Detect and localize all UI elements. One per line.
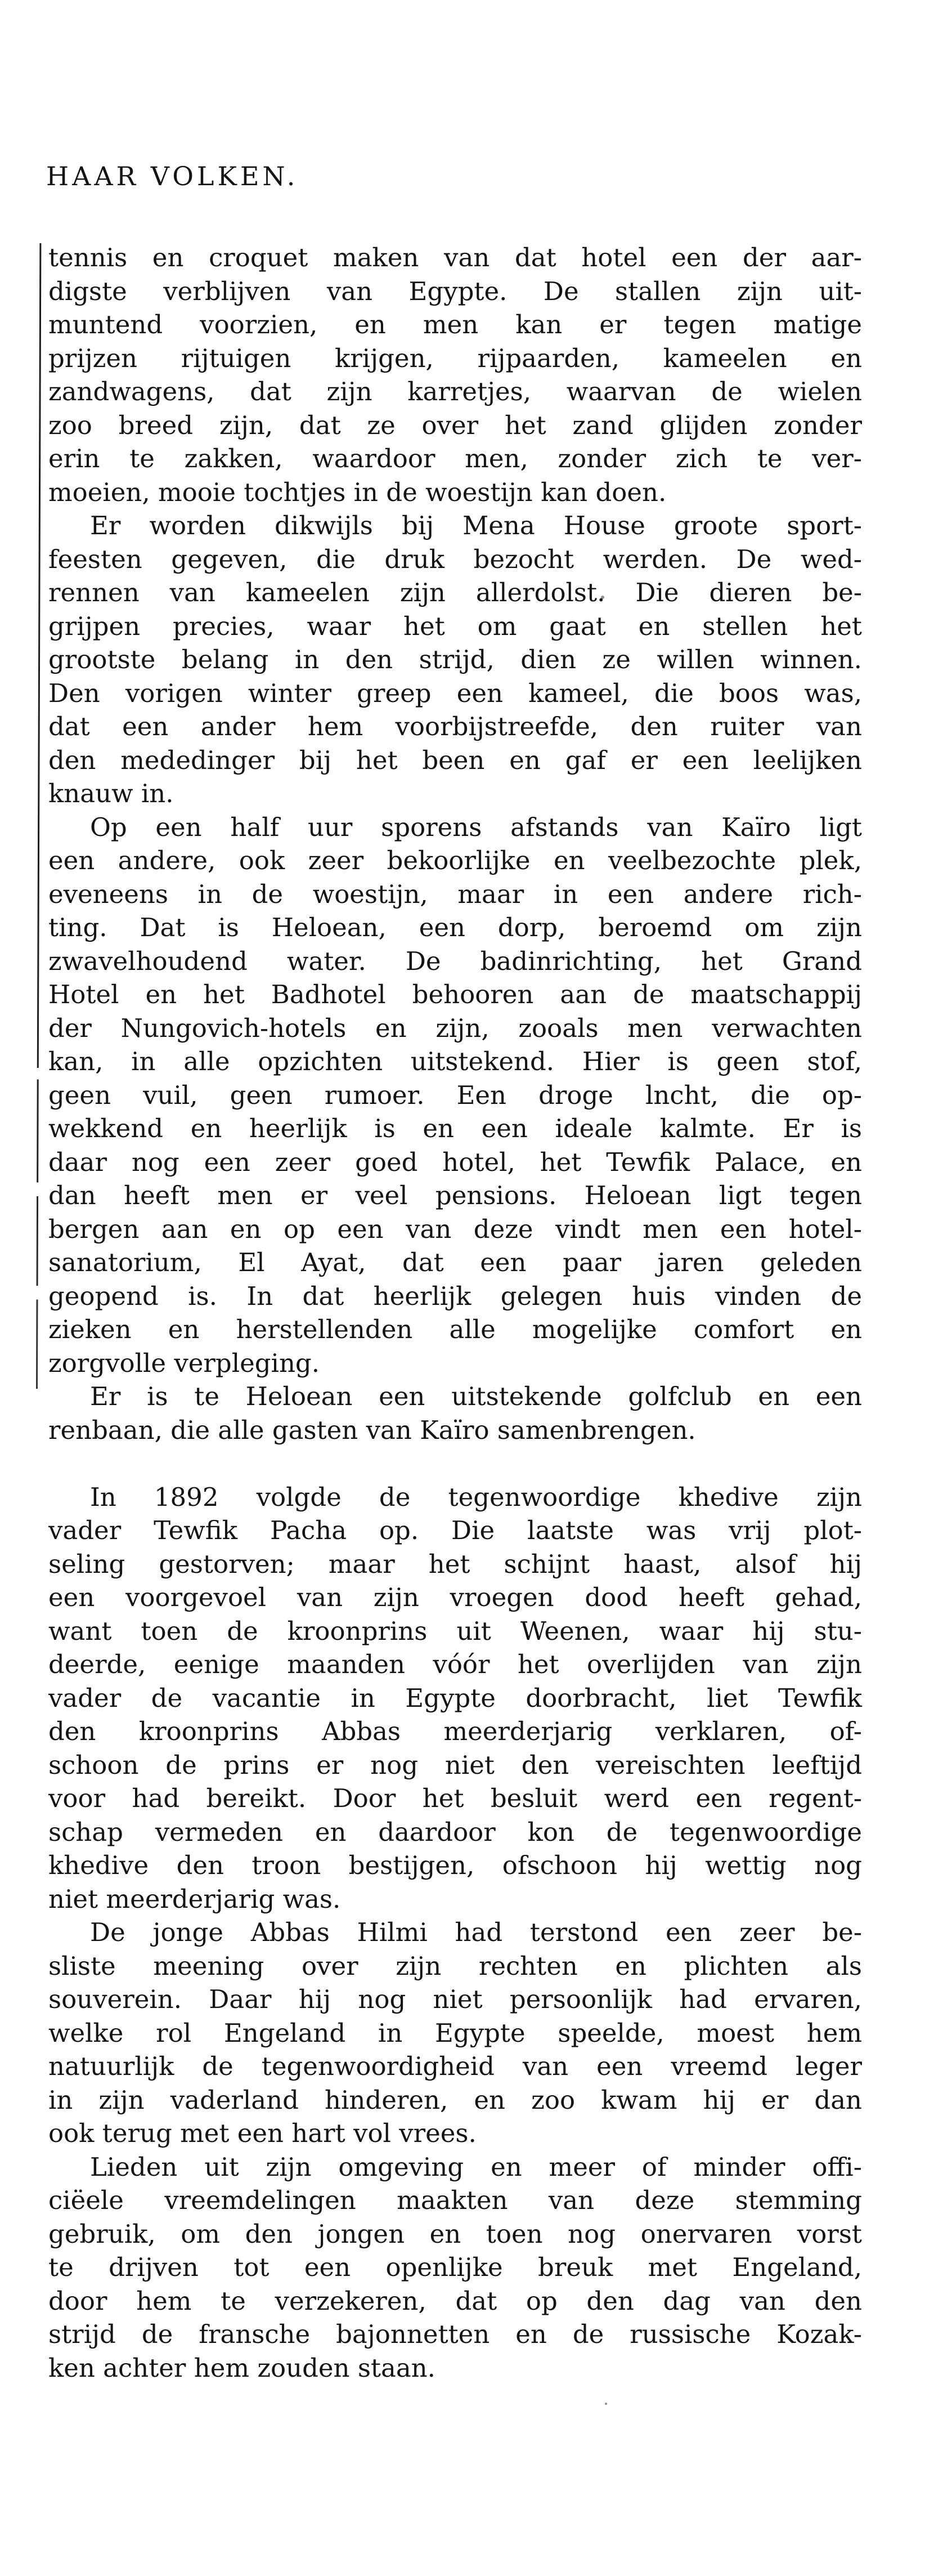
text-line: souverein. Daar hij nog niet persoonlijk had ervaren, (48, 1984, 862, 2014)
text-line: daar nog een zeer goed hotel, het Tewfik Palace, en (48, 1147, 862, 1177)
text-line: De jonge Abbas Hilmi had terstond een zeer be- (90, 1917, 862, 1947)
text-line: te drijven tot een openlijke breuk met Engeland, (48, 2252, 862, 2282)
text-line: sliste meening over zijn rechten en plichten als (48, 1951, 862, 1981)
text-line: zorgvolle verpleging. (48, 1348, 320, 1378)
text-line: een andere, ook zeer bekoorlijke en veelbezochte plek, (48, 846, 862, 875)
text-line: kan, in alle opzichten uitstekend. Hier is geen stof, (48, 1046, 862, 1076)
text-line: Op een half uur sporens afstands van Kaïro ligt (90, 812, 862, 842)
text-line: voor had bereikt. Door het besluit werd een regent- (48, 1783, 862, 1813)
text-line: ken achter hem zouden staan. (48, 2353, 435, 2383)
text-line: In 1892 volgde de tegenwoordige khedive zijn (90, 1482, 862, 1512)
text-line: rennen van kameelen zijn allerdolst. Die dieren be- (48, 578, 862, 607)
text-line: welke rol Engeland in Egypte speelde, moest hem (48, 2018, 862, 2048)
text-line: den mededinger bij het been en gaf er een leelijken (48, 745, 862, 775)
text-line: vader de vacantie in Egypte doorbracht, liet Tewfik (48, 1683, 862, 1713)
text-line: deerde, eenige maanden vóór het overlijden van zijn (48, 1649, 862, 1679)
text-line: den kroonprins Abbas meerderjarig verklaren, of- (48, 1716, 862, 1746)
text-line: Er worden dikwijls bij Mena House groote sport- (90, 511, 862, 540)
text-line: door hem te verzekeren, dat op den dag van den (48, 2286, 862, 2316)
text-line: grootste belang in den strijd, dien ze willen winnen. (48, 645, 862, 674)
text-line: een voorgevoel van zijn vroegen dood heeft gehad, (48, 1582, 862, 1612)
text-line: zieken en herstellenden alle mogelijke comfort en (48, 1314, 862, 1344)
text-line: der Nungovich-hotels en zijn, zooals men verwachten (48, 1013, 862, 1043)
text-line: ook terug met een hart vol vrees. (48, 2118, 477, 2148)
text-line: grijpen precies, waar het om gaat en stellen het (48, 611, 862, 641)
text-line: gebruik, om den jongen en toen nog onervaren vorst (48, 2219, 862, 2249)
text-line: dat een ander hem voorbijstreefde, den ruiter van (48, 712, 862, 741)
text-line: zoo breed zijn, dat ze over het zand glijden zonder (48, 410, 862, 440)
text-line: Lieden uit zijn omgeving en meer of minder offi- (90, 2152, 862, 2182)
text-line: eveneens in de woestijn, maar in een andere rich- (48, 879, 862, 909)
text-line: feesten gegeven, die druk bezocht werden. De wed- (48, 544, 862, 574)
text-line: geopend is. In dat heerlijk gelegen huis vinden de (48, 1281, 862, 1311)
text-line: Hotel en het Badhotel behooren aan de maatschappij (48, 980, 862, 1009)
paragraph (48, 1916, 862, 2150)
paragraph (48, 1481, 862, 1916)
paragraph (48, 811, 862, 1380)
text-line: zandwagens, dat zijn karretjes, waarvan de wielen (48, 377, 862, 406)
text-line: knauw in. (48, 779, 174, 808)
paragraph (48, 509, 862, 811)
text-line: muntend voorzien, en men kan er tegen matige (48, 310, 862, 339)
text-line: niet meerderjarig was. (48, 1884, 341, 1914)
text-line: in zijn vaderland hinderen, en zoo kwam hij er dan (48, 2085, 862, 2115)
text-line: erin te zakken, waardoor men, zonder zich te ver- (48, 444, 862, 473)
text-line: Den vorigen winter greep een kameel, die boos was, (48, 678, 862, 708)
text-line: moeien, mooie tochtjes in de woestijn kan doen. (48, 477, 667, 507)
text-line: ciëele vreemdelingen maakten van deze stemming (48, 2185, 862, 2215)
page-body (48, 241, 862, 2385)
text-line: Er is te Heloean een uitstekende golfclub en een (90, 1381, 862, 1411)
text-line: vader Tewfik Pacha op. Die laatste was vrij plot- (48, 1515, 862, 1545)
text-line: prijzen rijtuigen krijgen, rijpaarden, kameelen en (48, 343, 862, 373)
text-line: want toen de kroonprins uit Weenen, waar hij stu- (48, 1616, 862, 1646)
paragraph (48, 241, 862, 509)
text-line: digste verblijven van Egypte. De stallen zijn uit- (48, 276, 862, 306)
text-line: dan heeft men er veel pensions. Heloean ligt tegen (48, 1180, 862, 1210)
text-line: zwavelhoudend water. De badinrichting, het Grand (48, 946, 862, 976)
text-line: khedive den troon bestijgen, ofschoon hij wettig nog (48, 1850, 862, 1880)
gutter-line-artifact (36, 243, 41, 1389)
text-line: schap vermeden en daardoor kon de tegenwoordige (48, 1817, 862, 1847)
paragraph (48, 1380, 862, 1447)
page-header: HAAR VOLKEN. (46, 161, 299, 191)
text-line: sanatorium, El Ayat, dat een paar jaren geleden (48, 1247, 862, 1277)
text-line: bergen aan en op een van deze vindt men een hotel- (48, 1214, 862, 1244)
text-line: schoon de prins er nog niet den vereischten leeftijd (48, 1750, 862, 1780)
text-line: wekkend en heerlijk is en een ideale kalmte. Er is (48, 1113, 862, 1143)
text-line: renbaan, die alle gasten van Kaïro samenbrengen. (48, 1415, 696, 1445)
text-line: ting. Dat is Heloean, een dorp, beroemd om zijn (48, 913, 862, 942)
ink-speck (605, 2403, 607, 2405)
text-line: seling gestorven; maar het schijnt haast, alsof hij (48, 1549, 862, 1579)
text-line: natuurlijk de tegenwoordigheid van een vreemd leger (48, 2051, 862, 2081)
paragraph (48, 2150, 862, 2385)
text-line: geen vuil, geen rumoer. Een droge lncht, die op- (48, 1080, 862, 1110)
text-line: tennis en croquet maken van dat hotel een der aar- (48, 243, 862, 272)
text-line: strijd de fransche bajonnetten en de russische Kozak- (48, 2319, 862, 2349)
